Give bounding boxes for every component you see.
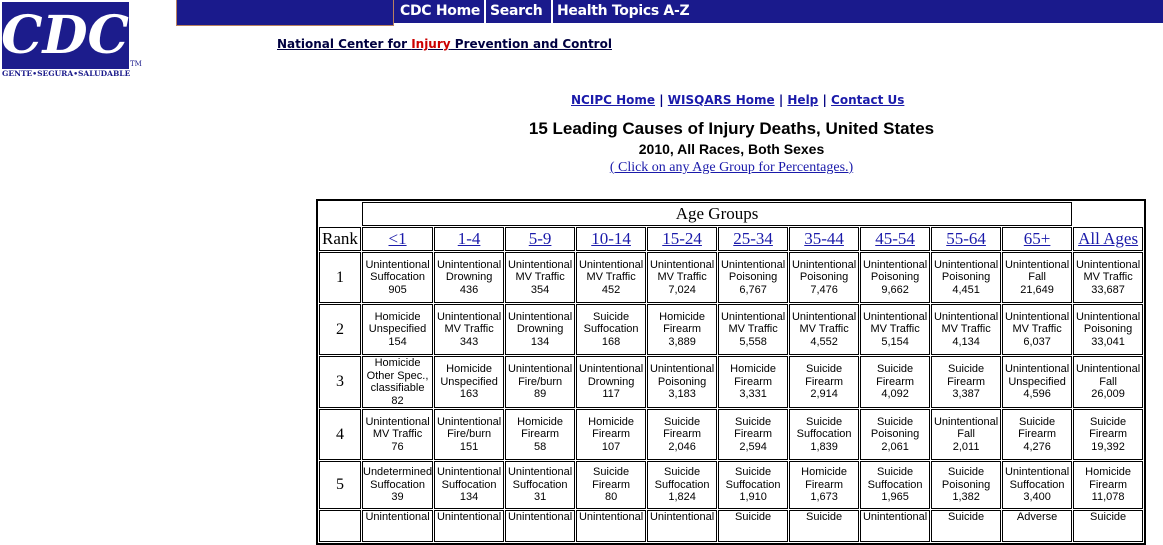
- death-count: 11,078: [1091, 491, 1125, 504]
- death-count: 3,183: [668, 388, 696, 401]
- center-title-part: National Center for: [277, 37, 412, 51]
- cause-label: Suicide: [877, 466, 914, 479]
- cause-cell: [718, 304, 788, 355]
- cause-cell: [789, 409, 859, 460]
- age-group-header-link[interactable]: 65+: [1002, 227, 1072, 251]
- death-count: 343: [459, 335, 479, 348]
- cause-label: Unintentional: [862, 511, 928, 523]
- cause-label: MV Traffic: [870, 323, 920, 336]
- wisqars-home-link[interactable]: WISQARS Home: [667, 93, 775, 107]
- cause-cell: [789, 356, 859, 408]
- nav-separator: [551, 0, 553, 23]
- cause-label: Poisoning: [870, 271, 920, 284]
- cause-label: Homicide: [588, 415, 635, 428]
- death-count: 4,092: [881, 388, 909, 401]
- rank-cell: 3: [319, 356, 361, 408]
- cause-label: Unintentional: [1004, 363, 1070, 376]
- center-title-injury: Injury: [411, 37, 451, 51]
- cause-label: Homicide: [517, 415, 564, 428]
- cause-label: Suffocation: [867, 478, 923, 491]
- cause-label: Firearm: [592, 428, 631, 441]
- nav-health-topics-link[interactable]: Health Topics A-Z: [557, 3, 690, 19]
- cause-label: MV Traffic: [799, 323, 849, 336]
- cause-cell: [505, 461, 575, 509]
- cause-cell: [576, 356, 646, 408]
- cause-label: Unintentional: [1004, 258, 1070, 271]
- death-count: 6,037: [1023, 335, 1051, 348]
- death-count: 134: [530, 335, 550, 348]
- cause-cell: [1002, 252, 1072, 303]
- rank-cell: 5: [319, 461, 361, 509]
- cause-label: Unintentional: [862, 310, 928, 323]
- nav-search-link[interactable]: Search: [490, 3, 543, 19]
- rank-cell: 4: [319, 409, 361, 460]
- cause-label: Firearm: [805, 375, 844, 388]
- cause-label: Suicide: [1090, 415, 1127, 428]
- cause-label: Firearm: [663, 428, 702, 441]
- cause-cell: [931, 252, 1001, 303]
- cause-label: Suicide: [735, 466, 772, 479]
- cause-label: Unintentional: [649, 258, 715, 271]
- cause-label: Homicide: [374, 310, 421, 323]
- age-group-header-link[interactable]: 35-44: [789, 227, 859, 251]
- age-group-header-link[interactable]: 25-34: [718, 227, 788, 251]
- death-count: 19,392: [1091, 440, 1125, 453]
- cause-label: Unintentional: [578, 511, 644, 523]
- death-count: 5,558: [739, 335, 767, 348]
- cause-label: Unintentional: [578, 363, 644, 376]
- cause-label: MV Traffic: [657, 271, 707, 284]
- death-count: 58: [533, 440, 547, 453]
- cause-label: Unspecified: [440, 375, 498, 388]
- logo-tagline: GENTE•SEGURA•SALUDABLE: [2, 69, 131, 78]
- cause-label: classifiable: [370, 382, 425, 394]
- death-count: 31: [533, 491, 547, 504]
- cause-label: Suffocation: [725, 478, 781, 491]
- death-count: 4,552: [810, 335, 838, 348]
- cause-label: Unintentional: [933, 415, 999, 428]
- death-count: 89: [533, 388, 547, 401]
- click-note-link[interactable]: ( Click on any Age Group for Percentages.): [609, 160, 854, 175]
- death-count: 151: [459, 440, 479, 453]
- cause-label: Homicide: [1085, 466, 1132, 479]
- age-group-header-link[interactable]: 55-64: [931, 227, 1001, 251]
- death-count: 4,134: [952, 335, 980, 348]
- cause-label: Suicide: [735, 511, 772, 523]
- death-count: 2,046: [668, 440, 696, 453]
- cause-label: Unintentional: [1075, 363, 1141, 376]
- cause-label: Unintentional: [649, 363, 715, 376]
- navbar-left-panel: [176, 0, 394, 26]
- cause-label: Unintentional: [436, 511, 502, 523]
- cause-cell: [505, 252, 575, 303]
- cause-label: Suicide: [664, 466, 701, 479]
- cause-label: Suicide: [877, 415, 914, 428]
- rank-header: Rank: [319, 227, 361, 251]
- cause-label: Unintentional: [365, 415, 430, 428]
- death-count: 1,965: [881, 491, 909, 504]
- cause-label: Unintentional: [436, 415, 502, 428]
- cause-label: Unintentional: [933, 258, 999, 271]
- cause-label: Unintentional: [649, 511, 715, 523]
- death-count: 1,824: [668, 491, 696, 504]
- cause-label: Unintentional: [507, 466, 573, 479]
- death-count: 3,400: [1023, 491, 1051, 504]
- page-subtitle: 2010, All Races, Both Sexes: [638, 141, 825, 157]
- cause-label: Firearm: [734, 375, 773, 388]
- cause-label: Suicide: [948, 466, 985, 479]
- cause-label: Unintentional: [507, 258, 573, 271]
- cause-cell: [434, 356, 504, 408]
- death-count: 39: [391, 491, 404, 504]
- death-count: 4,596: [1023, 388, 1051, 401]
- age-group-header-link[interactable]: 1-4: [434, 227, 504, 251]
- death-count: 76: [391, 440, 404, 453]
- cause-label: MV Traffic: [372, 428, 423, 441]
- age-group-header-link[interactable]: <1: [362, 227, 433, 251]
- cause-label: Unintentional: [578, 258, 644, 271]
- cause-cell: [860, 252, 930, 303]
- death-count: 154: [388, 335, 407, 348]
- cause-label: Suicide: [593, 310, 630, 323]
- cause-label: MV Traffic: [586, 271, 636, 284]
- cause-cell: [362, 304, 433, 355]
- page-title: 15 Leading Causes of Injury Deaths, United States: [528, 119, 935, 138]
- death-count: 452: [601, 283, 621, 296]
- cause-label: Unintentional: [436, 310, 502, 323]
- center-title-part: Prevention and Control: [450, 37, 612, 51]
- table-corner: [1073, 202, 1143, 226]
- cause-label: Unintentional: [933, 310, 999, 323]
- cause-label: Suffocation: [796, 428, 852, 441]
- cause-label: Firearm: [663, 323, 702, 336]
- cause-cell: [789, 461, 859, 509]
- cause-cell: [931, 461, 1001, 509]
- cause-label: Unintentional: [720, 310, 786, 323]
- cause-cell: [362, 409, 433, 460]
- cause-cell: [789, 304, 859, 355]
- cause-label: Unintentional: [1004, 466, 1070, 479]
- cause-label: Fall: [1028, 271, 1046, 284]
- cause-label: Drowning: [587, 375, 635, 388]
- cause-label: Suffocation: [1009, 478, 1065, 491]
- death-count: 163: [459, 388, 479, 401]
- nav-cdc-home-link[interactable]: CDC Home: [400, 3, 481, 19]
- cause-label: Unintentional: [365, 511, 430, 523]
- link-separator: |: [822, 93, 827, 107]
- injury-table-container: [316, 199, 1146, 545]
- cause-label: Suicide: [735, 415, 772, 428]
- cause-label: Other Spec.,: [366, 369, 429, 382]
- logo-tm: TM: [130, 60, 142, 68]
- cause-cell: [362, 461, 433, 509]
- ncipc-home-link[interactable]: NCIPC Home: [571, 93, 656, 107]
- top-links: [571, 93, 904, 107]
- death-count: 80: [604, 491, 618, 504]
- cause-cell: [505, 409, 575, 460]
- table-row: [319, 409, 1143, 460]
- death-count: 82: [391, 394, 404, 407]
- cause-label: Poisoning: [870, 428, 920, 441]
- cause-label: Poisoning: [941, 478, 991, 491]
- cause-label: Firearm: [1018, 428, 1057, 441]
- cdc-logo[interactable]: [0, 0, 160, 78]
- cause-cell: [789, 252, 859, 303]
- age-group-header-link[interactable]: 10-14: [576, 227, 646, 251]
- cause-label: Firearm: [947, 375, 986, 388]
- cause-label: Firearm: [805, 478, 844, 491]
- cause-label: Unintentional: [862, 258, 928, 271]
- cause-cell: [1073, 252, 1143, 303]
- cause-cell: [1073, 304, 1143, 355]
- cause-label: Unintentional: [791, 310, 857, 323]
- cause-cell: [647, 304, 717, 355]
- death-count: 2,914: [810, 388, 838, 401]
- center-title-link[interactable]: [277, 37, 612, 51]
- death-count: 3,387: [952, 388, 980, 401]
- nav-separator: [484, 0, 486, 23]
- logo-text: CDC: [1, 5, 129, 66]
- death-count: 4,276: [1023, 440, 1051, 453]
- cause-cell: [505, 304, 575, 355]
- cause-label: Suicide: [593, 466, 630, 479]
- death-count: 1,839: [810, 440, 838, 453]
- cause-cell: [1073, 356, 1143, 408]
- cause-label: Fire/burn: [447, 428, 492, 441]
- cause-label: Fall: [957, 428, 975, 441]
- cause-cell: [362, 252, 433, 303]
- table-row: [319, 252, 1143, 303]
- cause-cell: [576, 252, 646, 303]
- cause-cell: [647, 252, 717, 303]
- cause-label: Suicide: [806, 415, 843, 428]
- cause-label: Unspecified: [368, 323, 427, 336]
- cause-label: Firearm: [521, 428, 560, 441]
- death-count: 6,767: [739, 283, 767, 296]
- cause-cell: [860, 409, 930, 460]
- cause-cell: [434, 304, 504, 355]
- contact-us-link[interactable]: Contact Us: [831, 93, 905, 107]
- table-row: [319, 304, 1143, 355]
- cause-label: Suicide: [948, 511, 985, 523]
- cause-cell: [1002, 409, 1072, 460]
- cause-label: MV Traffic: [515, 271, 565, 284]
- death-count: 7,476: [810, 283, 838, 296]
- death-count: 3,331: [739, 388, 767, 401]
- death-count: 5,154: [881, 335, 909, 348]
- cause-label: Suffocation: [370, 478, 425, 491]
- cause-label: Unintentional: [507, 511, 573, 523]
- cause-cell: [718, 409, 788, 460]
- cause-label: Unintentional: [720, 258, 786, 271]
- cause-cell: [1073, 461, 1143, 509]
- cause-label: Homicide: [801, 466, 848, 479]
- cause-cell: [931, 356, 1001, 408]
- cause-label: Suicide: [664, 415, 701, 428]
- cause-label: Unintentional: [507, 363, 573, 376]
- cause-label: Poisoning: [657, 375, 707, 388]
- death-count: 2,011: [952, 440, 980, 453]
- cause-label: MV Traffic: [728, 323, 778, 336]
- table-corner: [319, 202, 361, 226]
- cause-cell: [576, 409, 646, 460]
- rank-cell: 1: [319, 252, 361, 303]
- cause-label: Poisoning: [1083, 323, 1133, 336]
- cause-label: Homicide: [730, 363, 777, 376]
- cause-label: Undetermined: [363, 466, 433, 479]
- help-link[interactable]: Help: [787, 93, 819, 107]
- rank-cell: 2: [319, 304, 361, 355]
- column-header-row: [319, 227, 1143, 251]
- cause-label: Unintentional: [1004, 310, 1070, 323]
- cause-cell: [860, 356, 930, 408]
- cause-label: Suicide: [948, 363, 985, 376]
- cause-cell: [860, 304, 930, 355]
- death-count: 4,451: [952, 283, 980, 296]
- cause-label: Suffocation: [512, 478, 568, 491]
- death-count: 1,910: [739, 491, 767, 504]
- cause-cell: [362, 356, 433, 408]
- death-count: 7,024: [668, 283, 696, 296]
- death-count: 2,061: [881, 440, 909, 453]
- cause-label: Drowning: [516, 323, 564, 336]
- cause-label: Firearm: [876, 375, 915, 388]
- age-group-header-link[interactable]: 45-54: [860, 227, 930, 251]
- death-count: 117: [602, 388, 620, 401]
- death-count: 3,889: [668, 335, 696, 348]
- cause-label: Poisoning: [941, 271, 991, 284]
- cause-label: Suffocation: [583, 323, 639, 336]
- cause-label: Unintentional: [365, 258, 430, 271]
- cause-cell: [647, 356, 717, 408]
- cause-cell: [931, 304, 1001, 355]
- cause-label: Unintentional: [436, 258, 502, 271]
- cause-cell: [434, 409, 504, 460]
- death-count: 9,662: [881, 283, 909, 296]
- cause-cell: [718, 356, 788, 408]
- death-count: 107: [601, 440, 621, 453]
- death-count: 354: [530, 283, 550, 296]
- cause-cell: [647, 461, 717, 509]
- link-separator: |: [778, 93, 784, 107]
- injury-deaths-table: [316, 199, 1146, 545]
- cause-label: MV Traffic: [1012, 323, 1062, 336]
- cause-label: Homicide: [659, 310, 706, 323]
- cause-label: Unintentional: [507, 310, 573, 323]
- cause-cell: [647, 409, 717, 460]
- cause-label: Poisoning: [728, 271, 778, 284]
- age-groups-header: Age Groups: [362, 202, 1072, 226]
- cause-label: Suicide: [1019, 415, 1056, 428]
- age-group-header-link[interactable]: 15-24: [647, 227, 717, 251]
- death-count: 26,009: [1091, 388, 1125, 401]
- cause-label: Homicide: [446, 363, 493, 376]
- cause-cell: [1002, 461, 1072, 509]
- cause-cell: [860, 461, 930, 509]
- cause-label: MV Traffic: [941, 323, 991, 336]
- death-count: 134: [459, 491, 479, 504]
- cause-cell: [434, 461, 504, 509]
- cause-label: Suicide: [877, 363, 914, 376]
- cause-label: Poisoning: [799, 271, 849, 284]
- death-count: 905: [388, 283, 407, 296]
- link-separator: |: [659, 93, 664, 107]
- cause-label: Drowning: [445, 271, 493, 284]
- cause-label: Firearm: [734, 428, 773, 441]
- death-count: 21,649: [1020, 283, 1054, 296]
- cause-label: Firearm: [1089, 428, 1128, 441]
- table-row: [319, 356, 1143, 408]
- cause-cell: [931, 409, 1001, 460]
- cause-label: Homicide: [374, 357, 421, 369]
- death-count: 33,687: [1091, 283, 1125, 296]
- death-count: 436: [459, 283, 479, 296]
- death-count: 2,594: [739, 440, 767, 453]
- cause-label: Suicide: [806, 511, 843, 523]
- cause-label: Firearm: [592, 478, 631, 491]
- cause-cell: [576, 304, 646, 355]
- age-group-header-link[interactable]: All Ages: [1073, 227, 1143, 251]
- cause-label: Fire/burn: [518, 375, 563, 388]
- death-count: 168: [601, 335, 621, 348]
- cause-label: Fall: [1099, 375, 1117, 388]
- cause-label: Firearm: [1089, 478, 1128, 491]
- cause-label: Suffocation: [654, 478, 710, 491]
- cause-label: Suicide: [806, 363, 843, 376]
- cause-label: MV Traffic: [1083, 271, 1133, 284]
- cause-label: Unintentional: [436, 466, 502, 479]
- death-count: 1,382: [952, 491, 980, 504]
- cause-label: Unintentional: [791, 258, 857, 271]
- cause-cell: [1002, 304, 1072, 355]
- cause-cell: [1073, 409, 1143, 460]
- cause-label: Suicide: [1090, 511, 1127, 523]
- table-row: [319, 461, 1143, 509]
- cause-label: Unintentional: [1075, 258, 1141, 271]
- cause-cell: [505, 356, 575, 408]
- cause-label: Suffocation: [370, 271, 425, 284]
- cause-cell: [718, 461, 788, 509]
- cause-cell: [1002, 356, 1072, 408]
- cause-cell: [718, 252, 788, 303]
- cause-label: Unintentional: [1075, 310, 1141, 323]
- cause-label: MV Traffic: [444, 323, 494, 336]
- death-count: 33,041: [1091, 335, 1125, 348]
- cause-cell: [576, 461, 646, 509]
- cause-label: Adverse: [1016, 511, 1058, 523]
- cause-cell: [434, 252, 504, 303]
- age-group-header-link[interactable]: 5-9: [505, 227, 575, 251]
- cause-label: Suffocation: [441, 478, 497, 491]
- death-count: 1,673: [810, 491, 838, 504]
- cause-label: Unspecified: [1008, 375, 1066, 388]
